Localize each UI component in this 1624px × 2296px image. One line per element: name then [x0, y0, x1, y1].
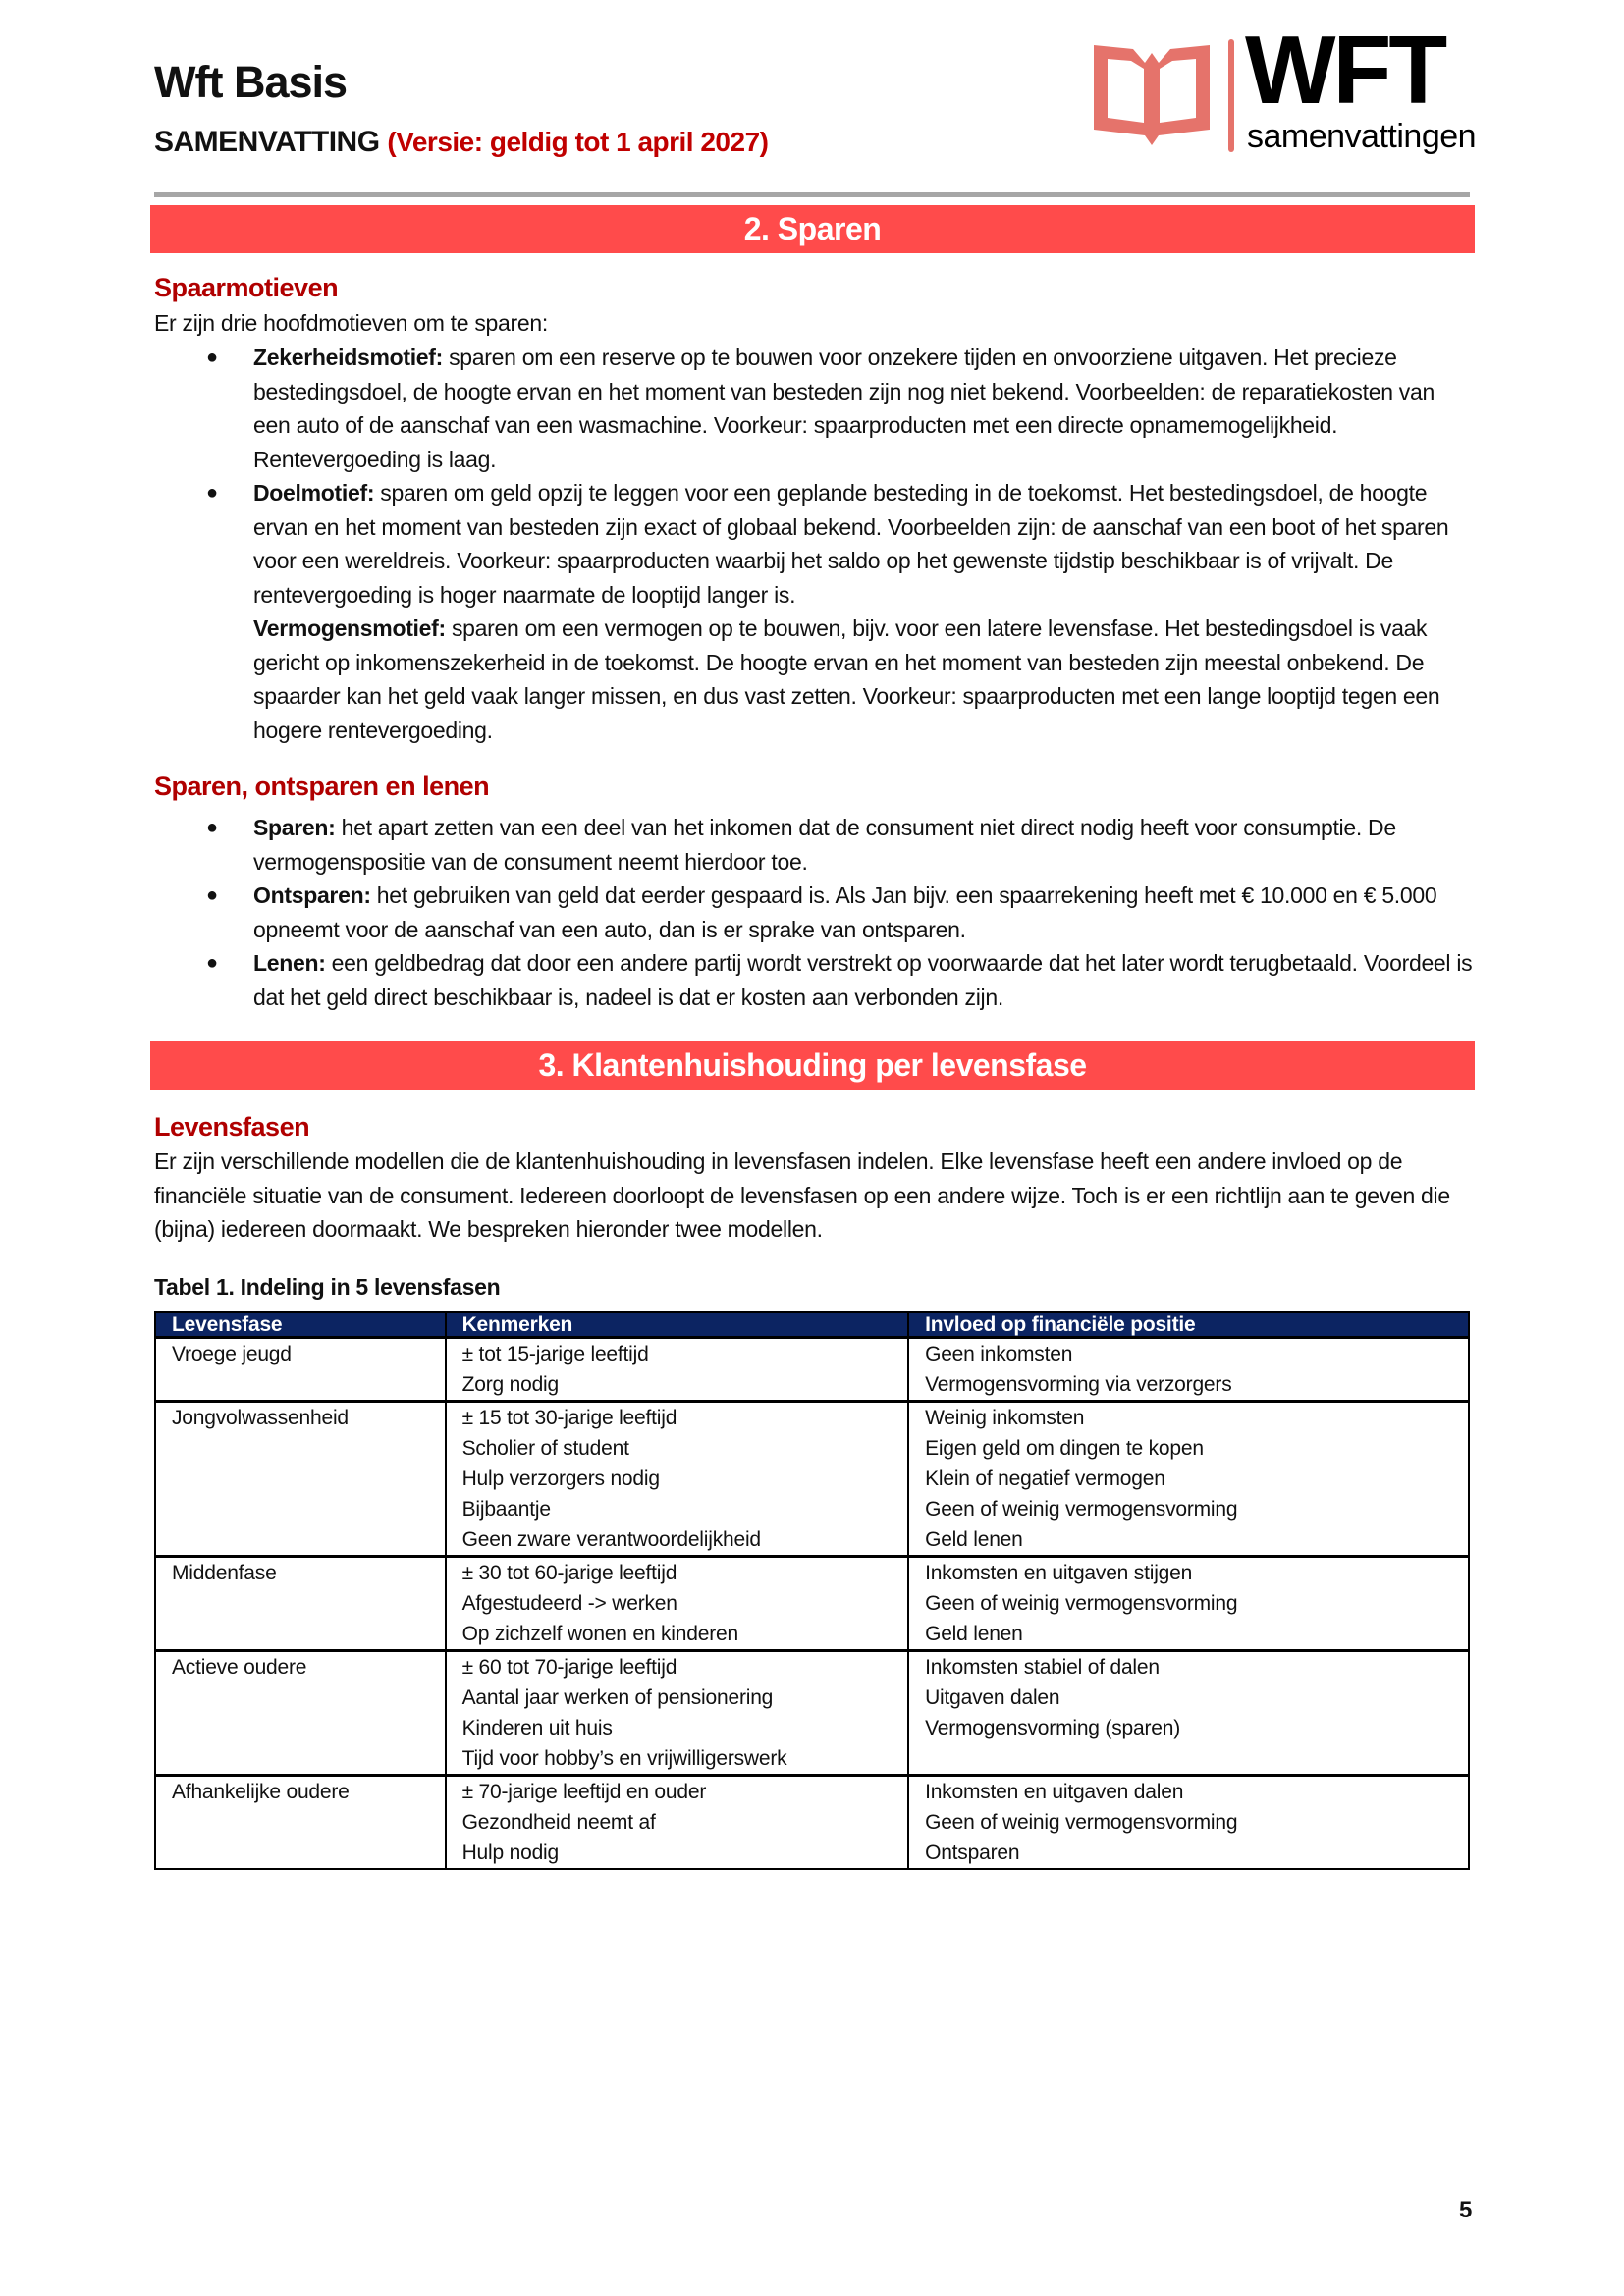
invloed-line: Uitgaven dalen — [925, 1686, 1060, 1709]
cell-kenmerken — [446, 1402, 908, 1557]
cell-levensfase — [155, 1776, 446, 1870]
document-subtitle — [154, 126, 768, 159]
table-row — [155, 1402, 1469, 1557]
list-item — [154, 811, 1475, 879]
kenmerk-line: Scholier of student — [461, 1437, 629, 1460]
levensfasen-paragraph: Er zijn verschillende modellen die de klantenhuishouding in levensfasen indelen. Elke levensfase heeft een andere invloed op de financiële situatie van de consument. Iedereen doorloopt de levensfasen op een andere wijze. Toch is er een richtlijn aan te geven die (bijna) iedereen doormaakt. We bespreken hieronder twee modellen. — [154, 1148, 1450, 1242]
invloed-line: Vermogensvorming via verzorgers — [925, 1373, 1232, 1396]
term: Lenen: — [253, 950, 326, 976]
table-row — [155, 1776, 1469, 1870]
term: Doelmotief: — [253, 480, 375, 506]
spaarmotieven-list — [154, 341, 1475, 747]
logo-brand-text: WFT — [1245, 16, 1445, 124]
bullet-icon: ● — [206, 817, 218, 838]
logo-tagline: samenvattingen — [1247, 118, 1477, 155]
invloed-line: Geen of weinig vermogensvorming — [925, 1811, 1238, 1834]
cell-levensfase — [155, 1338, 446, 1402]
invloed-line: Klein of negatief vermogen — [925, 1468, 1165, 1490]
kenmerk-line: Gezondheid neemt af — [461, 1811, 656, 1834]
term: Sparen: — [253, 815, 336, 840]
invloed-line: Geld lenen — [925, 1528, 1023, 1551]
column-header: Levensfase — [155, 1312, 446, 1338]
invloed-line: Geen inkomsten — [925, 1343, 1073, 1365]
bullet-icon: ● — [206, 884, 218, 906]
invloed-line: Vermogensvorming (sparen) — [925, 1717, 1181, 1739]
definition: sparen om een reserve op te bouwen voor onzekere tijden en onvoorziene uitgaven. Het precieze bestedingsdoel, de hoogte ervan en het moment van besteden zijn nog niet bekend. Voorbeelden: de reparatiekosten van een auto of de aanschaf van een wasmachine. Voorkeur: spaarproducten met een directe opnamemogelijkheid. Rentevergoeding is laag. — [253, 345, 1435, 472]
bullet-icon: ● — [206, 482, 218, 504]
table-header-row — [155, 1312, 1469, 1338]
list-item — [154, 879, 1475, 946]
cell-levensfase — [155, 1651, 446, 1776]
kenmerk-line: Zorg nodig — [461, 1373, 559, 1396]
kenmerk-line: Afgestudeerd -> werken — [461, 1592, 677, 1615]
cell-invloed — [908, 1651, 1469, 1776]
definition: een geldbedrag dat door een andere partij wordt verstrekt op voorwaarde dat het later wordt terugbetaald. Voordeel is dat het geld direct beschikbaar is, nadeel is dat er kosten aan verbonden zijn. — [253, 950, 1473, 1010]
cell-kenmerken — [446, 1651, 908, 1776]
invloed-line: Eigen geld om dingen te kopen — [925, 1437, 1204, 1460]
heading-spaarmotieven: Spaarmotieven — [154, 273, 339, 302]
kenmerk-line: Op zichzelf wonen en kinderen — [461, 1623, 738, 1645]
logo-separator — [1228, 39, 1234, 152]
kenmerk-line: Hulp verzorgers nodig — [461, 1468, 660, 1490]
definition: sparen om een vermogen op te bouwen, bijv. voor een latere levensfase. Het bestedingsdoel is vaak gericht op inkomenszekerheid in de toekomst. De hoogte ervan en het moment van besteden zijn meestal onbekend. De spaarder kan het geld vaak langer missen, en dus vast zetten. Voorkeur: spaarproducten met een lange looptijd tegen een hogere rentevergoeding. — [253, 615, 1440, 743]
invloed-line: Geen of weinig vermogensvorming — [925, 1498, 1238, 1521]
term: Zekerheidsmotief: — [253, 345, 444, 370]
levensfase-label: Jongvolwassenheid — [172, 1407, 349, 1429]
kenmerk-line: ± 15 tot 30-jarige leeftijd — [461, 1407, 677, 1429]
kenmerk-line: Geen zware verantwoordelijkheid — [461, 1528, 761, 1551]
kenmerk-line: ± 30 tot 60-jarige leeftijd — [461, 1562, 677, 1584]
definition: het gebruiken van geld dat eerder gespaard is. Als Jan bijv. een spaarrekening heeft met € 10.000 en € 5.000 opneemt voor de aanschaf van een auto, dan is er sprake van ontsparen. — [253, 882, 1437, 942]
subtitle-label: SAMENVATTING — [154, 126, 380, 158]
section-heading-klantenhuishouding: 3. Klantenhuishouding per levensfase — [150, 1041, 1475, 1090]
term: Vermogensmotief: — [253, 615, 446, 641]
page-number: 5 — [1459, 2197, 1473, 2223]
invloed-line: Ontsparen — [925, 1842, 1020, 1864]
definition: sparen om geld opzij te leggen voor een geplande besteding in de toekomst. Het bestedingsdoel, de hoogte ervan en het moment van besteden zijn exact of globaal bekend. Voorbeelden zijn: de aanschaf van een boot of het sparen voor een wereldreis. Voorkeur: spaarproducten waarbij het saldo op het gewenste tijdstip beschikbaar is of vrijvalt. De rentevergoeding is hoger naarmate de looptijd langer is. — [253, 480, 1449, 608]
document-title: Wft Basis — [154, 57, 348, 107]
levensfase-label: Actieve oudere — [172, 1656, 307, 1679]
cell-invloed — [908, 1557, 1469, 1651]
column-header: Kenmerken — [446, 1312, 908, 1338]
term: Ontsparen: — [253, 882, 371, 908]
wft-logo — [1088, 16, 1481, 156]
kenmerk-line: Aantal jaar werken of pensionering — [461, 1686, 774, 1709]
definition: het apart zetten van een deel van het inkomen dat de consument niet direct nodig heeft voor consumptie. De vermogenspositie van de consument neemt hierdoor toe. — [253, 815, 1396, 875]
bullet-icon: ● — [206, 952, 218, 974]
cell-kenmerken — [446, 1338, 908, 1402]
cell-levensfase — [155, 1557, 446, 1651]
table-caption: Tabel 1. Indeling in 5 levensfasen — [154, 1274, 501, 1300]
sparen-ontsparen-lenen-list — [154, 811, 1475, 1014]
list-item — [154, 946, 1475, 1014]
kenmerk-line: ± 60 tot 70-jarige leeftijd — [461, 1656, 677, 1679]
levensfase-label: Middenfase — [172, 1562, 277, 1584]
kenmerk-line: Kinderen uit huis — [461, 1717, 613, 1739]
invloed-line: Geld lenen — [925, 1623, 1023, 1645]
table-row — [155, 1651, 1469, 1776]
header-divider — [154, 192, 1470, 197]
cell-invloed — [908, 1402, 1469, 1557]
column-header: Invloed op financiële positie — [908, 1312, 1469, 1338]
list-item — [154, 612, 1475, 747]
invloed-line: Geen of weinig vermogensvorming — [925, 1592, 1238, 1615]
section-heading-sparen: 2. Sparen — [150, 205, 1475, 253]
kenmerk-line: ± tot 15-jarige leeftijd — [461, 1343, 649, 1365]
cell-invloed — [908, 1338, 1469, 1402]
cell-kenmerken — [446, 1557, 908, 1651]
levensfasen-table — [154, 1311, 1470, 1870]
cell-levensfase — [155, 1402, 446, 1557]
list-item — [154, 476, 1475, 612]
bullet-icon: ● — [206, 347, 218, 368]
table-body — [155, 1338, 1469, 1870]
heading-sparen-ontsparen-lenen: Sparen, ontsparen en lenen — [154, 772, 490, 801]
invloed-line: Inkomsten en uitgaven stijgen — [925, 1562, 1193, 1584]
heading-levensfasen: Levensfasen — [154, 1112, 310, 1142]
spaarmotieven-intro: Er zijn drie hoofdmotieven om te sparen: — [154, 310, 548, 336]
invloed-line: Inkomsten en uitgaven dalen — [925, 1781, 1184, 1803]
kenmerk-line: Tijd voor hobby’s en vrijwilligerswerk — [461, 1747, 787, 1770]
table-row — [155, 1338, 1469, 1402]
kenmerk-line: ± 70-jarige leeftijd en ouder — [461, 1781, 707, 1803]
list-item — [154, 341, 1475, 476]
invloed-line: Inkomsten stabiel of dalen — [925, 1656, 1160, 1679]
levensfase-label: Afhankelijke oudere — [172, 1781, 350, 1803]
kenmerk-line: Hulp nodig — [461, 1842, 560, 1864]
kenmerk-line: Bijbaantje — [461, 1498, 551, 1521]
table-row — [155, 1557, 1469, 1651]
version-label: (Versie: geldig tot 1 april 2027) — [387, 127, 769, 157]
cell-invloed — [908, 1776, 1469, 1870]
cell-kenmerken — [446, 1776, 908, 1870]
invloed-line: Weinig inkomsten — [925, 1407, 1085, 1429]
levensfase-label: Vroege jeugd — [172, 1343, 292, 1365]
open-book-icon — [1088, 39, 1216, 147]
